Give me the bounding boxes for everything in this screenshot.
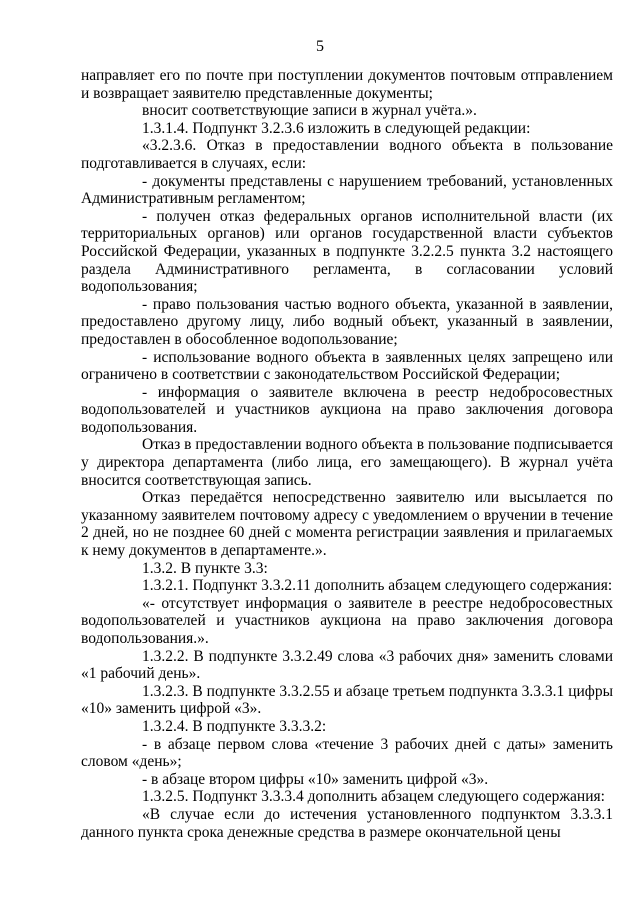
paragraph: 1.3.2.3. В подпункте 3.3.2.55 и абзаце третьем подпункта 3.3.3.1 цифры «10» заменить цифрой «3».	[81, 682, 613, 718]
paragraph: 1.3.2.2. В подпункте 3.3.2.49 слова «3 рабочих дня» заменить словами «1 рабочий день».	[81, 647, 613, 683]
paragraph: 1.3.2. В пункте 3.3:	[142, 559, 268, 577]
paragraph: - в абзаце втором цифры «10» заменить цифрой «3».	[142, 770, 489, 788]
paragraph: - в абзаце первом слова «течение 3 рабочих дней с даты» заменить словом «день»;	[81, 735, 613, 771]
paragraph: «3.2.3.6. Отказ в предоставлении водного объекта в пользование подготавливается в случаях, если:	[81, 137, 613, 172]
paragraph: 1.3.1.4. Подпункт 3.2.3.6 изложить в следующей редакции:	[142, 119, 531, 137]
paragraph: направляет его по почте при поступлении документов почтовым отправлением и возвращает заявителю представленные документы;	[81, 67, 613, 102]
paragraph: «В случае если до истечения установленного подпунктом 3.3.3.1 данного пункта срока денежные средства в размере окончательной цены	[81, 805, 613, 841]
document-body	[81, 67, 613, 841]
paragraph: «- отсутствует информация о заявителе в реестре недобросовестных водопользователей и участников аукциона на право заключения договора водопользования.».	[81, 594, 613, 647]
paragraph: 1.3.2.1. Подпункт 3.3.2.11 дополнить абзацем следующего содержания:	[142, 577, 613, 595]
paragraph: - информация о заявителе включена в реестр недобросовестных водопользователей и участников аукциона на право заключения договора водопользования.	[81, 383, 613, 436]
paragraph: 1.3.2.5. Подпункт 3.3.3.4 дополнить абзацем следующего содержания:	[142, 788, 605, 806]
page-number: 5	[316, 38, 324, 55]
paragraph: - получен отказ федеральных органов исполнительной власти (их территориальных органов) или органов государственной власти субъектов Российской Федерации, указанных в подпункте 3.2.2.5 пункта 3.2 настоящего раздела Административного регламента, в согласовании условий водопользования;	[81, 207, 613, 296]
paragraph: - использование водного объекта в заявленных целях запрещено или ограничено в соответствии с законодательством Российской Федерации;	[81, 348, 613, 384]
paragraph: 1.3.2.4. В подпункте 3.3.3.2:	[142, 717, 327, 735]
paragraph: - документы представлены с нарушением требований, установленных Административным регламентом;	[81, 172, 613, 208]
paragraph: Отказ передаётся непосредственно заявителю или высылается по указанному заявителем почтовому адресу с уведомлением о вручении в течение 2 дней, но не позднее 60 дней с момента регистрации заявления и прилагаемых к нему документов в департаменте.».	[81, 489, 613, 560]
paragraph: - право пользования частью водного объекта, указанной в заявлении, предоставлено другому лицу, либо водный объект, указанный в заявлении, предоставлен в обособленное водопользование;	[81, 295, 613, 348]
paragraph: вносит соответствующие записи в журнал учёта.».	[142, 102, 477, 120]
paragraph: Отказ в предоставлении водного объекта в пользование подписывается у директора департамента (либо лица, его замещающего). В журнал учёта вносится соответствующая запись.	[81, 436, 613, 489]
